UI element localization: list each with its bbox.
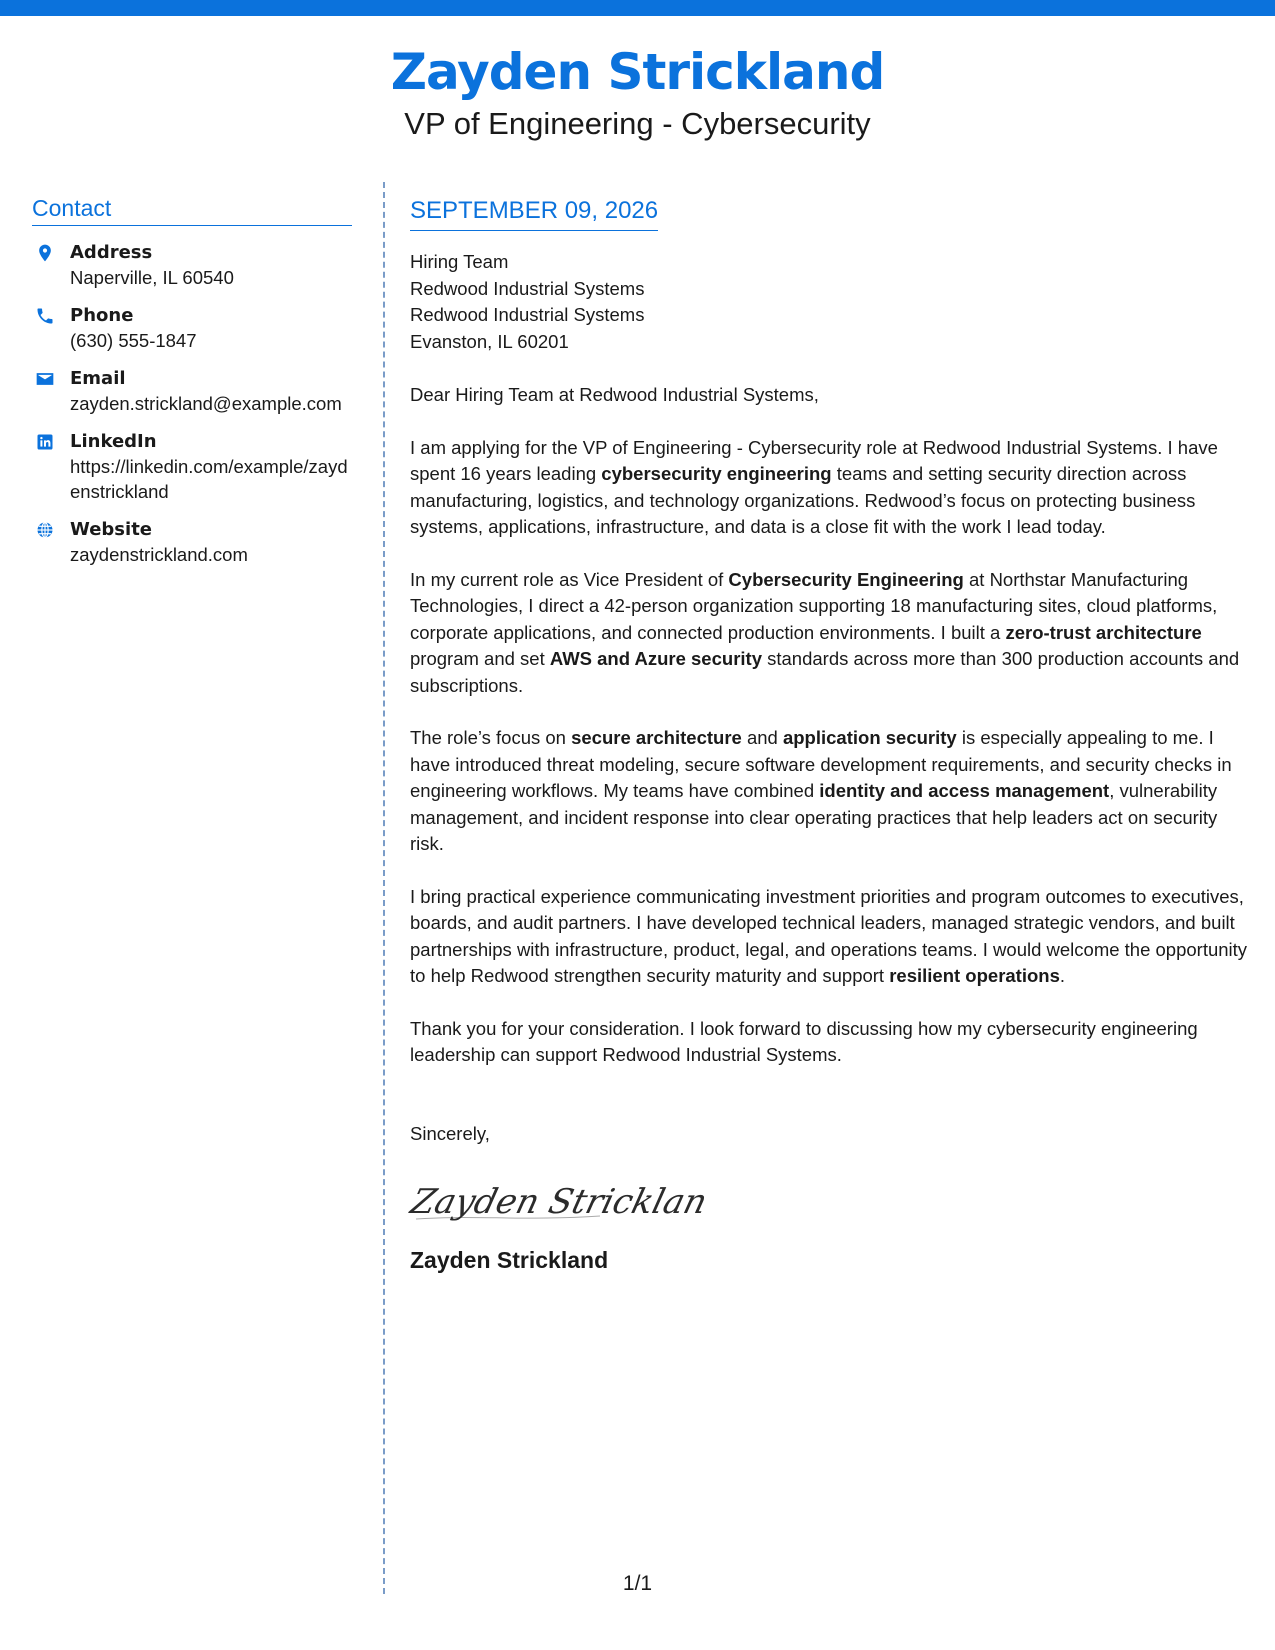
recipient-line: Redwood Industrial Systems (410, 277, 645, 299)
paragraph-text: teams and setting security direction across manufacturing, logistics, and technology organizations. Redwood’s focus on protecting business systems, applications, infrastructure, and data is a close fit with the work I lead today. (410, 463, 1196, 537)
phone-value: (630) 555-1847 (70, 330, 197, 351)
contact-heading: Contact (32, 195, 352, 226)
paragraph-experience (410, 884, 1255, 990)
recipient-block (410, 249, 1255, 355)
paragraph-text: The role’s focus on (410, 727, 572, 748)
job-title: VP of Engineering - Cybersecurity (404, 106, 871, 141)
email-value[interactable]: zayden.strickland@example.com (70, 393, 342, 414)
contact-label: Phone (70, 305, 134, 326)
signed-name: Zayden Strickland (410, 1247, 609, 1273)
contact-address (32, 240, 352, 290)
paragraph-focus (410, 725, 1255, 858)
recipient-line: Redwood Industrial Systems (410, 304, 645, 325)
paragraph-text: I am applying for the VP of Engineering - Cybersecurity role at Redwood Industrial Systems. I have spent 16 years leading (410, 436, 1218, 484)
letter-body (406, 196, 1255, 1274)
contact-sidebar (32, 195, 352, 580)
contact-phone (32, 303, 352, 353)
emphasis-text: secure architecture (571, 727, 742, 748)
paragraph-text: standards across more than 300 production accounts and subscriptions. (410, 648, 1240, 696)
paragraph-intro (410, 435, 1255, 541)
emphasis-text: resilient operations (889, 965, 1060, 986)
signature-image (406, 1169, 1255, 1235)
contact-label: LinkedIn (70, 431, 157, 452)
website-value[interactable]: zaydenstrickland.com (70, 544, 248, 565)
header (0, 40, 1275, 144)
emphasis-text: cybersecurity engineering (601, 463, 832, 484)
globe-icon (32, 517, 70, 567)
contact-linkedin (32, 429, 352, 504)
emphasis-text: identity and access management (819, 780, 1110, 801)
salutation: Dear Hiring Team at Redwood Industrial Systems, (410, 384, 819, 405)
paragraph-text: I bring practical experience communicating investment priorities and program outcomes to executives, boards, and audit partners. I have developed technical leaders, managed strategic vendors, and built partnerships with infrastructure, product, legal, and operations teams. I would welcome the opportunity to help Redwood strengthen security maturity and support (410, 885, 1248, 986)
emphasis-text: Cybersecurity Engineering (728, 568, 964, 590)
contact-label: Address (70, 242, 153, 263)
recipient-line: Evanston, IL 60201 (410, 330, 569, 352)
address-value: Naperville, IL 60540 (70, 267, 234, 288)
signature-script: Zayden Stricklan (406, 1182, 712, 1222)
map-pin-icon (32, 240, 70, 290)
contact-email (32, 366, 352, 416)
paragraph-text: Thank you for your consideration. I look forward to discussing how my cybersecurity engineering leadership can support Redwood Industrial Systems. (410, 1017, 1198, 1065)
candidate-name: Zayden Strickland (390, 43, 885, 101)
top-accent-bar (0, 0, 1275, 16)
contact-label: Website (70, 519, 153, 540)
phone-icon (32, 303, 70, 353)
paragraph-text: and (741, 727, 783, 748)
paragraph-text: program and set (410, 648, 550, 669)
emphasis-text: AWS and Azure security (549, 648, 762, 669)
paragraph-text: . (1059, 965, 1066, 986)
paragraph-text: In my current role as Vice President of (410, 568, 729, 590)
email-icon (32, 366, 70, 416)
paragraph-thanks (410, 1016, 1255, 1069)
linkedin-icon (32, 429, 70, 504)
recipient-line: Hiring Team (410, 251, 509, 272)
paragraph-text: at Northstar Manufacturing Technologies, I direct a 42-person organization supporting 18 manufacturing sites, cloud platforms, corporate applications, and connected production environments. I built a (410, 568, 1218, 643)
linkedin-value[interactable]: https://linkedin.com/example/zaydenstrickland (70, 456, 348, 502)
emphasis-text: zero-trust architecture (1005, 621, 1202, 643)
contact-label: Email (70, 368, 126, 389)
paragraph-text: is especially appealing to me. I have introduced threat modeling, secure software development requirements, and security checks in engineering workflows. My teams have combined (410, 727, 1232, 801)
emphasis-text: application security (782, 727, 957, 748)
closing: Sincerely, (410, 1122, 490, 1144)
paragraph-text: , vulnerability management, and incident response into clear operating practices that help leaders act on security risk. (410, 780, 1218, 854)
paragraph-current-role (410, 567, 1255, 700)
page-number: 1/1 (622, 1572, 653, 1595)
column-divider (383, 182, 385, 1594)
handwritten-signature (406, 1169, 712, 1235)
contact-website (32, 517, 352, 567)
letter-date: SEPTEMBER 09, 2026 (410, 196, 658, 231)
